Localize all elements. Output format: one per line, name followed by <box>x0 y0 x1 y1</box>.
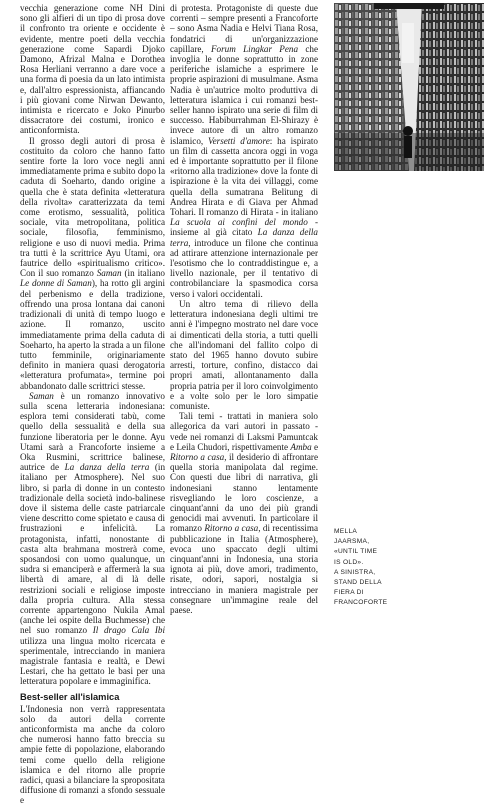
article-column-2 <box>170 3 318 615</box>
text: e <box>311 441 319 452</box>
caption-line: JAARSMA, <box>334 538 370 546</box>
text: utilizza una lingua molto ricercata e sperimentale, intrecciando in maniera magistrale fantasia e realtà, e Dewi Lestari, che ha gettato le basi per una letteratura popolare e immaginifica. <box>20 635 165 687</box>
book-title: Il drago Cala Ibi <box>92 625 166 636</box>
text: Tali temi - trattati in maniera solo allegorica da vari autori in passato - vede nei romanzi di Laksmi Pamuntcak e Leila Chudori, rispettivamente <box>170 411 318 452</box>
text: che invoglia le donne soprattutto in zone periferiche islamiche a esprimere le proprie aspirazioni di musulmane. Asma Nadia è un'autrice molto produttiva di letteratura islamica i cui romanzi best-seller hanno ispirato una serie di film di successo. Habiburrahman El-Shirazy è invece autore di un altro romanzo islamico, <box>170 43 318 146</box>
paragraph <box>170 411 318 615</box>
book-title: La scuola ai confini del mondo <box>170 217 308 228</box>
book-title: La danza della terra <box>64 462 150 473</box>
text: è un romanzo innovativo sulla scena letteraria indonesiana: esplora temi considerati tabù, come quello della sessualità e della sua funzione liberatoria per le donne. Ayu Utami sarà a Francoforte insieme a Oka Rusmini, scrittrice balinese, autrice de <box>20 390 165 473</box>
sidebar-column <box>334 3 484 609</box>
book-title: Ritorno a casa <box>204 523 259 534</box>
text: , introduce un filone che continua ad attirare attenzione internazionale per l'esotismo che lo contraddistingue e, a livello nazionale, per il tentativo di controbilanciare la spasmodica corsa verso i valori occidentali. <box>170 237 318 299</box>
caption-line: STAND DELLA <box>334 579 382 587</box>
photo-artwork <box>334 3 484 171</box>
fair-stand-photo <box>334 3 484 171</box>
text: (in italiano <box>121 268 165 279</box>
caption-line: FRANCOFORTE <box>334 599 388 607</box>
text: ), ha rotto gli argini del perbenismo e della tradizione, offrendo una prosa lontana dai canoni tradizionali di unità di tempo luogo e azione. Il romanzo, uscito immediatamente prima della caduta di Soeharto, ha aperto la strada a un filone tutto femminile, originariamente definito in maniera quasi derogatoria «letteratura profumata», termine poi abbandonato dalle scrittrici stesse. <box>20 278 165 391</box>
book-title: Le donne di Saman <box>20 278 92 289</box>
text: - insieme al già citato <box>170 217 318 238</box>
text: (in italiano per Atmosphere). Nel suo libro, si parla di donne in un contesto tradizionale della società indo-balinese dove il sistema delle caste patriarcale viene descritto come spietato e causa di frustrazioni e infelicità. La protagonista, infatti, nonostante di casta alta brahmana mostrerà come, sposandosi con uomo qualunque, un sudra si emanciperà e affermerà la sua libertà di amare, al di là delle restrizioni sociali e religiose imposte dalla propria cultura. Alla stessa corrente appartengono Nukila Amal (anche lei ospite della Buchmesse) che nel suo romanzo <box>20 462 166 636</box>
text: : ha ispirato un film di cassetta ancora oggi in voga ed è importante soprattutto per il filone «ritorno alla tradizione» dove la fonte di ispirazione è la vita dei villaggi, come quella della sumatrana Belitung di Andrea Hirata e di Giava per Ahmad Tohari. Il romanzo di Hirata - in italiano <box>170 135 318 218</box>
book-title: La danza della terra <box>170 227 318 248</box>
text: di protesta. Protagoniste di queste due correnti – sempre presenti a Francoforte – sono Asma Nadia e Helvi Tiana Rosa, fondatrici di un'organizzazione capillare, <box>170 3 318 54</box>
text: , di recentissima pubblicazione in Italia (Atmosphere), evoca uno spaccato degli ultimi cinquant'anni in Indonesia, una storia ignota ai più, dove amori, tradimento, risate, odori, sapori, nostalgia si intrecciano in maniera magistrale per consegnare un'immagine reale del paese. <box>170 523 318 615</box>
paragraph: Un altro tema di rilievo della letteratura indonesiana degli ultimi tre anni è l'impegno mostrato nel dare voce ai dimenticati della storia, a tutti quelli che all'indomani del fallito colpo di stato del 1965 hanno dovuto subire arresti, torture, confino, distacco dai propri amati, allontanamento dalla propria patria per il loro coinvolgimento e a volte solo per le loro simpatie comuniste. <box>170 298 318 411</box>
paragraph: L'Indonesia non verrà rappresentata solo da autori della corrente anticonformista ma anche da coloro che numerosi hanno fatto breccia su ampie fette di popolazione, elaborando temi come quello della religione islamica e del ritorno alle proprie radici, quasi a bilanciare la spropositata diffusione di romanzi a sfondo sessuale e <box>20 703 165 806</box>
organization-name: Forum Lingkar Pena <box>210 43 299 54</box>
article-column-1 <box>20 3 165 806</box>
section-heading: Best-seller all'islamica <box>20 691 120 702</box>
paragraph <box>20 391 165 687</box>
book-title: Ritorno a casa <box>170 451 225 462</box>
caption-line: MELLA <box>334 528 358 535</box>
text: , il desiderio di affrontare quella storia manipolata dal regime. Con questi due libri di narrativa, gli indonesiani stanno lentamente risvegliando le loro coscienze, a cinquant'anni da uno dei più grandi genocidi mai avvenuti. In particolare il romanzo <box>170 451 318 534</box>
paragraph: vecchia generazione come NH Dini sono gli alfieri di un tipo di prosa dove il confronto tra oriente e occidente è evidente, mentre poeti della vecchia generazione come Sapardi Djoko Damono, Afrizal Malna e Dorothea Rosa Herliani verranno a dare voce a una forma di poesia da un lato intimista e, dall'altro espressionista, affiancando i più giovani come Nirwan Dewanto, intimista e ricercato e Joko Pinurbo dissacratore dei costumi, ironico e anticonformista. <box>20 3 165 136</box>
text: Il grosso degli autori di prosa è costituito da coloro che hanno fatto sentire forte la loro voce negli anni immediatamente prima e subito dopo la caduta di Soeharto, dando origine a quella che è stata definita «letteratura della rivolta» caratterizzata da temi come erotismo, sessualità, politica sociale, vita metropolitana, politica sociale, filosofia, femminismo, religione e uso di nuovi media. Prima tra tutti è la scrittrice Ayu Utami, ora fautrice dello «spiritualismo critico». Con il suo romanzo <box>20 135 165 279</box>
caption-line: A SINISTRA, <box>334 568 376 576</box>
book-title: Amba <box>290 441 312 452</box>
caption-line: FIERA DI <box>334 589 364 597</box>
paragraph <box>170 3 318 299</box>
photo-caption <box>334 527 484 609</box>
book-title: Saman <box>29 390 54 401</box>
book-title: Versetti d'amore <box>208 135 270 146</box>
caption-line: «UNTIL TIME <box>334 548 378 556</box>
paragraph <box>20 136 165 391</box>
book-title: Saman <box>96 268 122 279</box>
caption-line: IS OLD». <box>334 558 364 566</box>
